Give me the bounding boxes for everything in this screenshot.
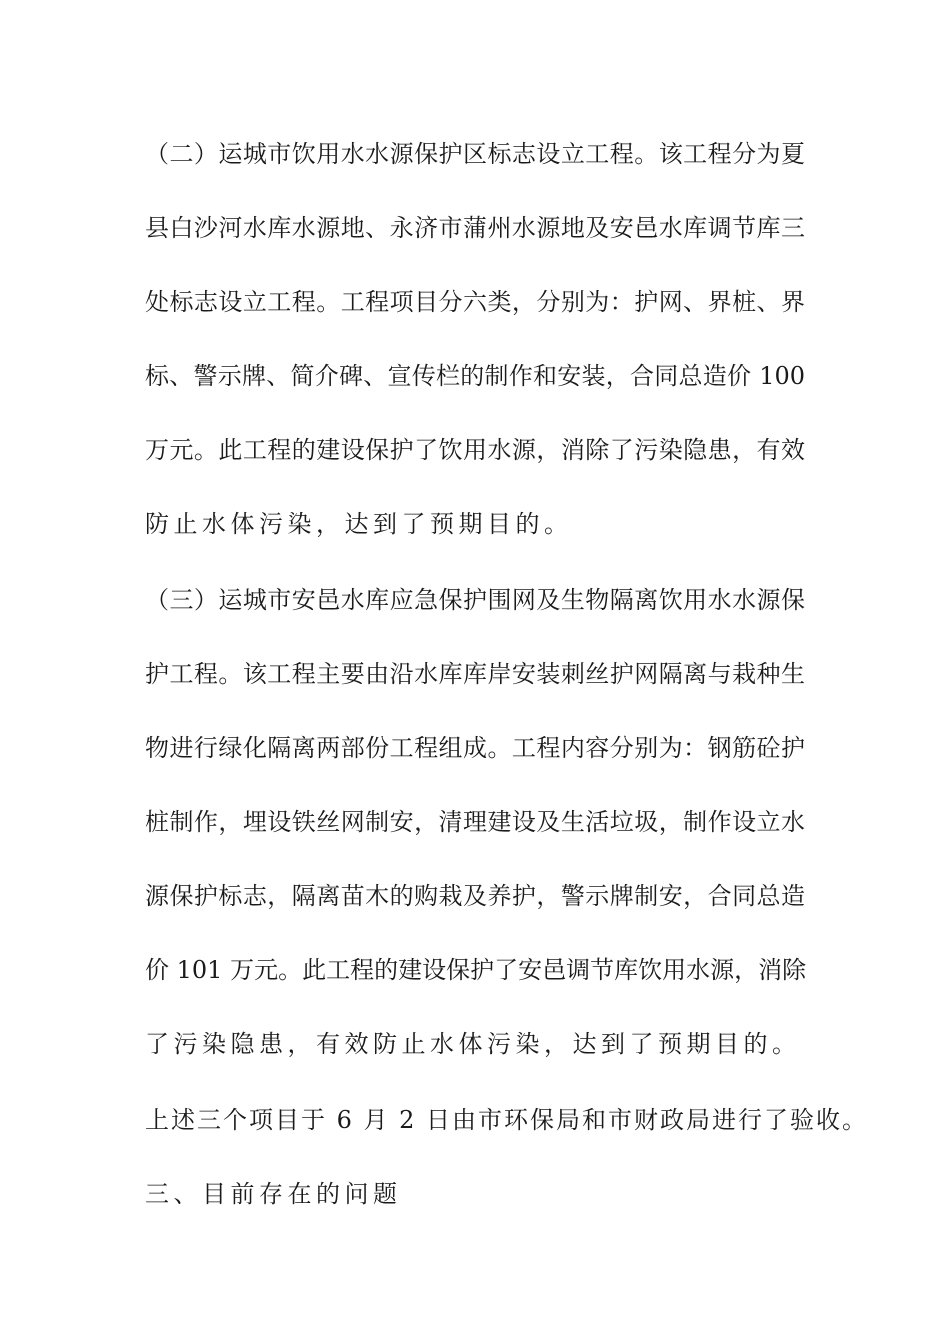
paragraph-3-line-4: 桩制作，埋设铁丝网制安，清理建设及生活垃圾，制作设立水 xyxy=(145,808,805,836)
paragraph-3-line-2: 护工程。该工程主要由沿水库库岸安装刺丝护网隔离与栽种生 xyxy=(145,660,805,688)
paragraph-2-line-6: 防止水体污染，达到了预期目的。 xyxy=(145,510,573,538)
paragraph-3-line-5: 源保护标志，隔离苗木的购栽及养护，警示牌制安，合同总造 xyxy=(145,882,805,910)
paragraph-3-line-7: 了污染隐患，有效防止水体污染，达到了预期目的。 xyxy=(145,1030,801,1058)
paragraph-2-line-3: 处标志设立工程。工程项目分六类，分别为：护网、界桩、界 xyxy=(145,288,805,316)
paragraph-2-line-4: 标、警示牌、简介碑、宣传栏的制作和安装，合同总造价 100 xyxy=(145,362,805,390)
paragraph-2-line-2: 县白沙河水库水源地、永济市蒲州水源地及安邑水库调节库三 xyxy=(145,214,805,242)
paragraph-3-line-3: 物进行绿化隔离两部份工程组成。工程内容分别为：钢筋砼护 xyxy=(145,734,805,762)
section-heading-problems: 三、目前存在的问题 xyxy=(145,1180,402,1208)
acceptance-sentence: 上述三个项目于 6 月 2 日由市环保局和市财政局进行了验收。 xyxy=(145,1106,869,1134)
paragraph-2-line-1: （二）运城市饮用水水源保护区标志设立工程。该工程分为夏 xyxy=(145,140,805,168)
paragraph-3-line-1: （三）运城市安邑水库应急保护围网及生物隔离饮用水水源保 xyxy=(145,586,805,614)
paragraph-3-line-6: 价 101 万元。此工程的建设保护了安邑调节库饮用水源，消除 xyxy=(145,956,807,984)
paragraph-2-line-5: 万元。此工程的建设保护了饮用水源，消除了污染隐患，有效 xyxy=(145,436,805,464)
